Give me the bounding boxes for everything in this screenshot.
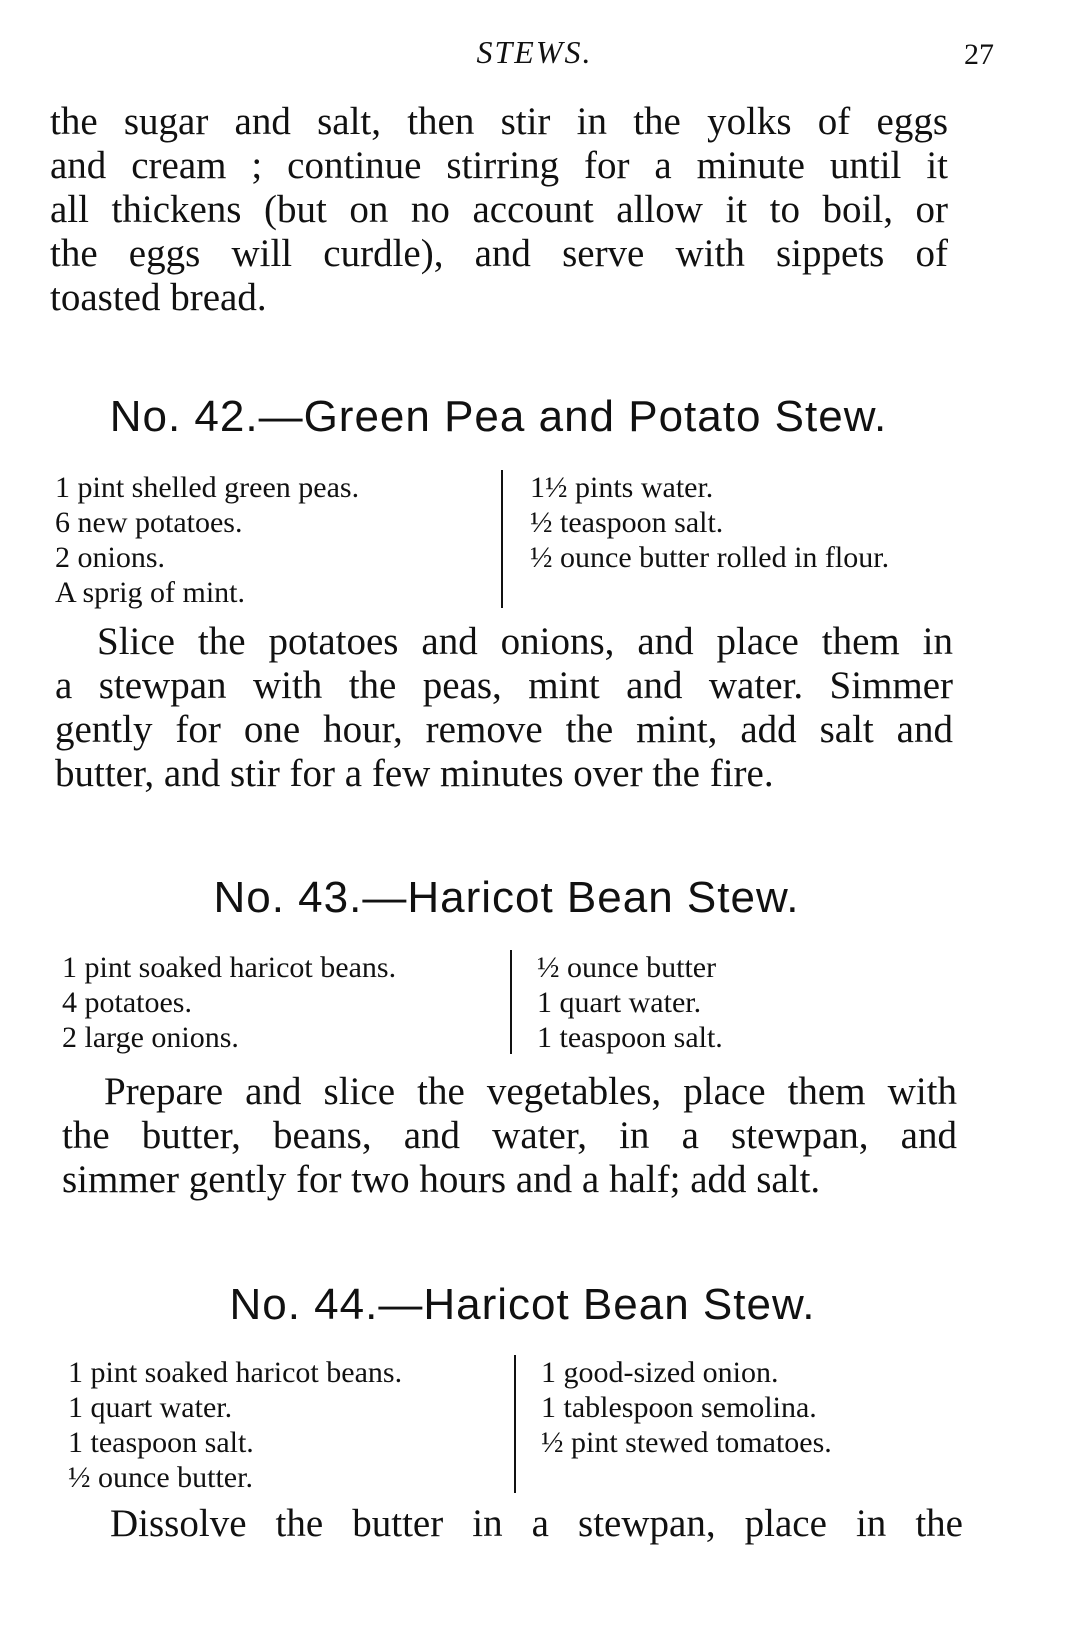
ingredients-table-42 — [55, 470, 975, 610]
running-head — [0, 34, 1069, 74]
ingredient-item: 1 teaspoon salt. — [68, 1426, 254, 1459]
intro-line: all thickens (but on no account allow it to boil, or — [50, 188, 948, 231]
ingredients-left-column — [55, 470, 359, 610]
ingredient-item: ½ pint stewed tomatoes. — [541, 1426, 832, 1459]
page-number: 27 — [964, 38, 994, 71]
ingredients-left-column — [62, 950, 396, 1055]
ingredient-item: 1 teaspoon salt. — [537, 1021, 723, 1054]
method-line: butter, and stir for a few minutes over the fire. — [55, 752, 774, 795]
method-line: gently for one hour, remove the mint, add salt and — [55, 708, 953, 751]
ingredient-item: 2 large onions. — [62, 1021, 239, 1054]
ingredient-item: 1 pint soaked haricot beans. — [62, 951, 397, 984]
ingredient-item: ½ ounce butter — [537, 951, 717, 984]
intro-line: the eggs will curdle), and serve with sippets of — [50, 232, 948, 275]
ingredient-item: 1 pint shelled green peas. — [55, 471, 360, 504]
recipe-heading-44: No. 44.—Haricot Bean Stew. — [229, 1280, 816, 1329]
intro-line: and cream ; continue stirring for a minute until it — [50, 144, 948, 187]
method-paragraph-43 — [62, 1070, 957, 1202]
ingredient-item: ½ teaspoon salt. — [530, 506, 724, 539]
recipe-heading-42: No. 42.—Green Pea and Potato Stew. — [109, 392, 888, 441]
ingredients-right-column — [537, 950, 723, 1055]
ingredient-item: 1 tablespoon semolina. — [541, 1391, 817, 1424]
method-line: simmer gently for two hours and a half; add salt. — [62, 1158, 821, 1201]
ingredients-left-column — [68, 1355, 402, 1495]
intro-paragraph — [50, 100, 948, 320]
ingredient-item: 4 potatoes. — [62, 986, 192, 1019]
ingredient-item: 1½ pints water. — [530, 471, 714, 504]
column-divider — [501, 470, 503, 608]
ingredients-table-44 — [68, 1355, 968, 1495]
method-paragraph-42 — [55, 620, 953, 796]
column-divider — [510, 950, 512, 1054]
intro-line: the sugar and salt, then stir in the yolks of eggs — [50, 100, 948, 143]
ingredient-item: 1 quart water. — [68, 1391, 233, 1424]
ingredient-item: 2 onions. — [55, 541, 166, 574]
intro-line: toasted bread. — [50, 276, 267, 319]
ingredient-item: ½ ounce butter. — [68, 1461, 253, 1494]
running-title: STEWS. — [476, 34, 593, 70]
ingredient-item: 1 quart water. — [537, 986, 702, 1019]
recipe-heading-43: No. 43.—Haricot Bean Stew. — [213, 873, 800, 922]
ingredients-right-column — [541, 1355, 832, 1460]
ingredients-right-column — [530, 470, 889, 575]
method-paragraph-44 — [68, 1502, 963, 1546]
ingredient-item: A sprig of mint. — [55, 576, 246, 609]
ingredient-item: 1 good-sized onion. — [541, 1356, 779, 1389]
ingredient-item: 1 pint soaked haricot beans. — [68, 1356, 403, 1389]
ingredient-item: ½ ounce butter rolled in flour. — [530, 541, 890, 574]
ingredients-table-43 — [62, 950, 962, 1060]
column-divider — [514, 1355, 516, 1493]
ingredient-item: 6 new potatoes. — [55, 506, 243, 539]
method-line: Slice the potatoes and onions, and place them in — [97, 620, 953, 663]
method-line: Dissolve the butter in a stewpan, place in the — [110, 1502, 963, 1545]
method-line: Prepare and slice the vegetables, place them with — [104, 1070, 957, 1113]
method-line: a stewpan with the peas, mint and water. Simmer — [55, 664, 953, 707]
method-line: the butter, beans, and water, in a stewpan, and — [62, 1114, 957, 1157]
